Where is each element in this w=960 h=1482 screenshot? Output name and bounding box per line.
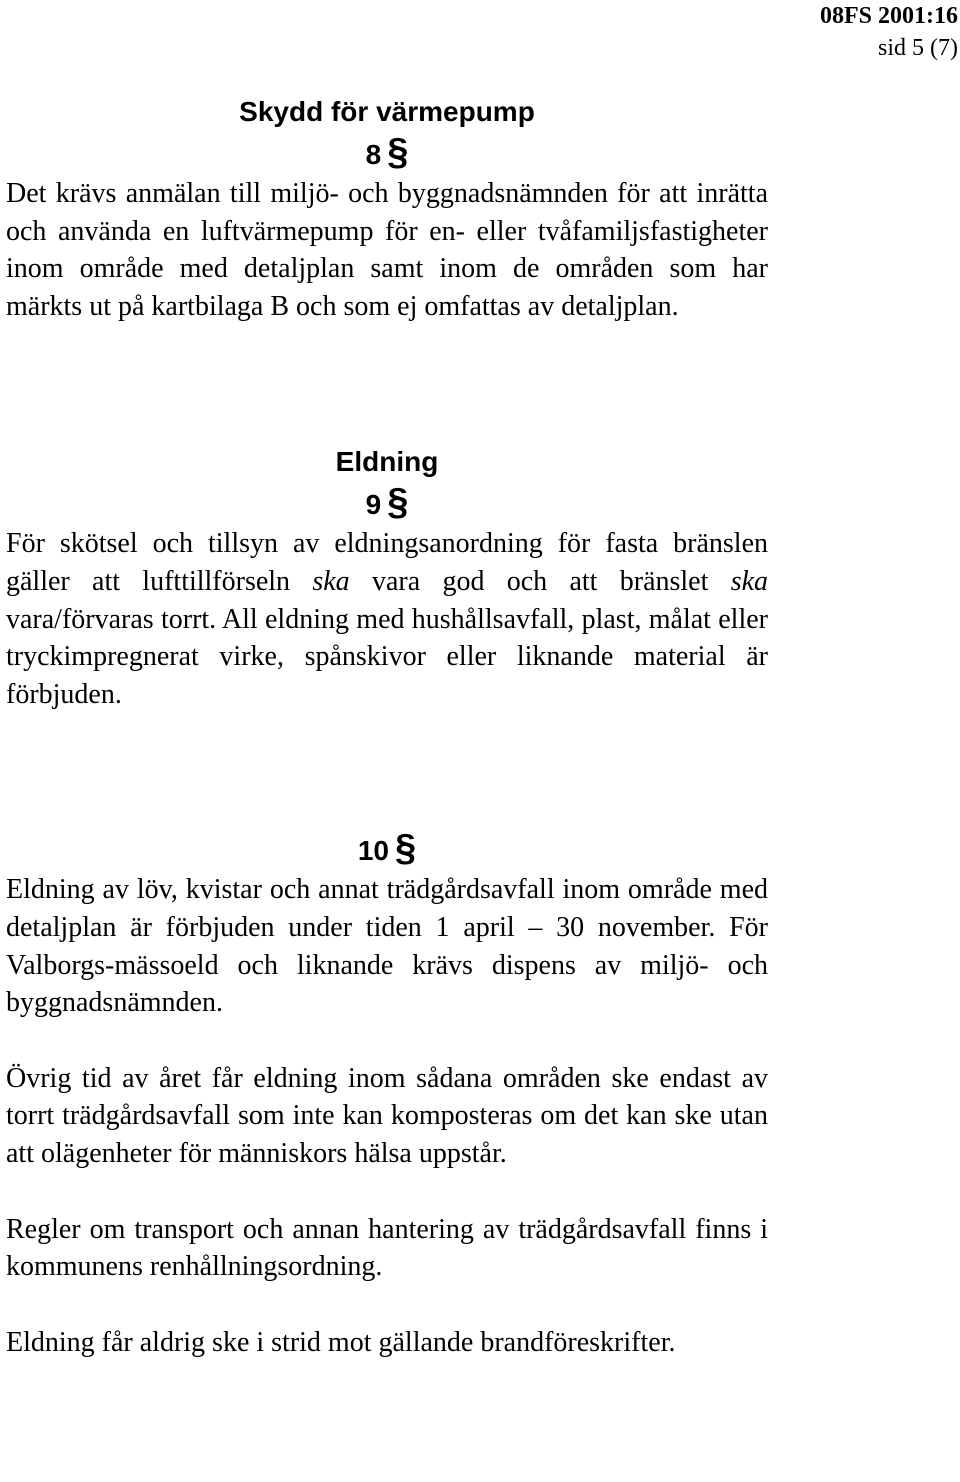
document-body	[6, 92, 768, 1361]
document-code: 08FS 2001:16	[820, 3, 958, 29]
section-heading-eldning: Eldning	[335, 446, 439, 478]
paragraph-8-text: Det krävs anmälan till miljö- och byggnadsnämnden för att inrätta och använda en luftvärmepump för en- eller tvåfamiljsfastigheter inom område med detaljplan samt inom de områden som har märkts ut på kartbilaga B och som ej omfattas av detaljplan.	[6, 178, 768, 322]
paragraph-10-text-1: Eldning av löv, kvistar och annat trädgårdsavfall inom område med detaljplan är förbjuden under tiden 1 april – 30 november. För Valborgs-mässoeld och liknande krävs dispens av miljö- och byggnadsnämnden.	[6, 874, 768, 1019]
page-number: sid 5 (7)	[878, 35, 958, 61]
paragraph-number-9: 9 §	[365, 481, 409, 524]
section-10	[6, 828, 768, 1361]
page-header	[820, 0, 958, 64]
section-heading-heat-pump: Skydd för värmepump	[239, 96, 535, 127]
section-symbol: §	[387, 481, 409, 524]
section-symbol: §	[387, 131, 409, 173]
section-8	[6, 92, 768, 325]
paragraph-10-text-3: Regler om transport och annan hantering av trädgårdsavfall finns i kommunens renhållningsordning.	[6, 1213, 768, 1283]
paragraph-number-8: 8 §	[365, 131, 409, 173]
section-symbol: §	[395, 827, 417, 870]
paragraph-10-text-4: Eldning får aldrig ske i strid mot gällande brandföreskrifter.	[6, 1326, 676, 1358]
section-9	[6, 442, 768, 713]
paragraph-10-text-2: Övrig tid av året får eldning inom sådana områden ske endast av torrt trädgårdsavfall som inte kan komposteras om det kan ske utan att olägenheter för människors hälsa uppstår.	[6, 1062, 768, 1169]
emphasis-ska: ska	[730, 565, 769, 597]
emphasis-ska: ska	[312, 565, 350, 597]
paragraph-number-10: 10 §	[357, 827, 417, 870]
paragraph-9-text: För skötsel och tillsyn av eldningsanordning för fasta bränslen gäller att lufttillförseln ska vara god och att bränslet ska vara/förvaras torrt. All eldning med hushållsavfall, plast, målat eller tryckimpregnerat virke, spånskivor eller liknande material är förbjuden.	[6, 528, 769, 710]
